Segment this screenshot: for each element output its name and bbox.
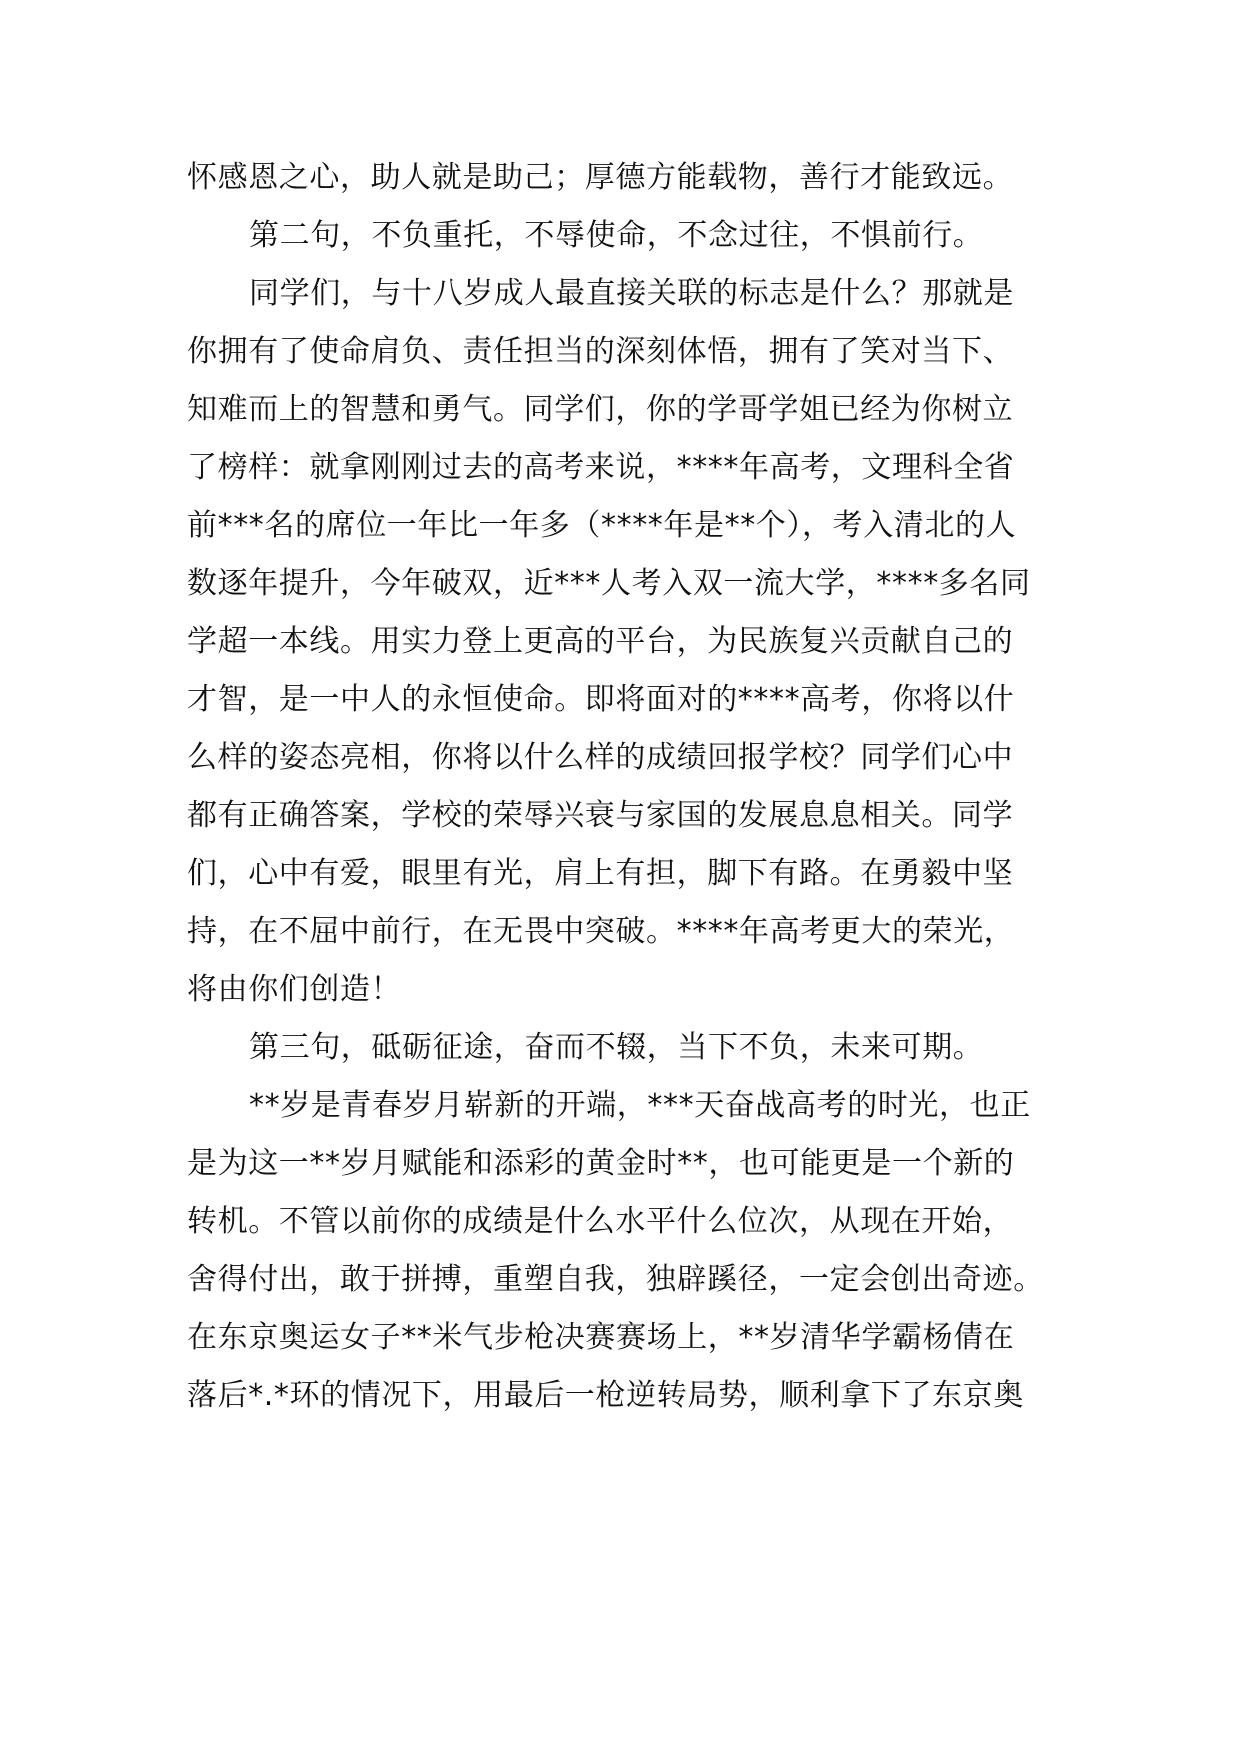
- text-line: 都有正确答案，学校的荣辱兴衰与家国的发展息息相关。同学: [187, 798, 1014, 833]
- text-line: 前***名的席位一年比一年多（****年是**个），考入清北的人: [187, 508, 1017, 543]
- text-line: 么样的姿态亮相，你将以什么样的成绩回报学校？同学们心中: [187, 740, 1014, 775]
- text-line: 你拥有了使命肩负、责任担当的深刻体悟，拥有了笑对当下、: [187, 334, 1014, 369]
- text-line: 怀感恩之心，助人就是助己；厚德方能载物，善行才能致远。: [187, 160, 1014, 195]
- text-line: 是为这一**岁月赋能和添彩的黄金时**，也可能更是一个新的: [187, 1146, 1015, 1181]
- text-line: 才智，是一中人的永恒使命。即将面对的****高考，你将以什: [187, 682, 1015, 717]
- text-line: 将由你们创造！: [187, 972, 402, 1007]
- text-line: 落后*.*环的情况下，用最后一枪逆转局势，顺利拿下了东京奥: [187, 1378, 1024, 1413]
- text-line: 第二句，不负重托，不辱使命，不念过往，不惧前行。: [249, 218, 984, 253]
- text-line: 们，心中有爱，眼里有光，肩上有担，脚下有路。在勇毅中坚: [187, 856, 1014, 891]
- text-line: 转机。不管以前你的成绩是什么水平什么位次，从现在开始，: [187, 1204, 1014, 1239]
- text-line: **岁是青春岁月崭新的开端，***天奋战高考的时光，也正: [249, 1088, 1031, 1123]
- text-line: 知难而上的智慧和勇气。同学们，你的学哥学姐已经为你树立: [187, 392, 1014, 427]
- text-line: 学超一本线。用实力登上更高的平台，为民族复兴贡献自己的: [187, 624, 1014, 659]
- text-line: 了榜样：就拿刚刚过去的高考来说，****年高考，文理科全省: [187, 450, 1015, 485]
- text-line: 舍得付出，敢于拼搏，重塑自我，独辟蹊径，一定会创出奇迹。: [187, 1262, 1044, 1297]
- text-line: 数逐年提升，今年破双，近***人考入双一流大学，****多名同: [187, 566, 1031, 601]
- text-line: 持，在不屈中前行，在无畏中突破。****年高考更大的荣光，: [187, 914, 1015, 949]
- text-line: 第三句，砥砺征途，奋而不辍，当下不负，未来可期。: [249, 1030, 984, 1065]
- text-line: 在东京奥运女子**米气步枪决赛赛场上，**岁清华学霸杨倩在: [187, 1320, 1015, 1355]
- text-line: 同学们，与十八岁成人最直接关联的标志是什么？那就是: [249, 276, 1014, 311]
